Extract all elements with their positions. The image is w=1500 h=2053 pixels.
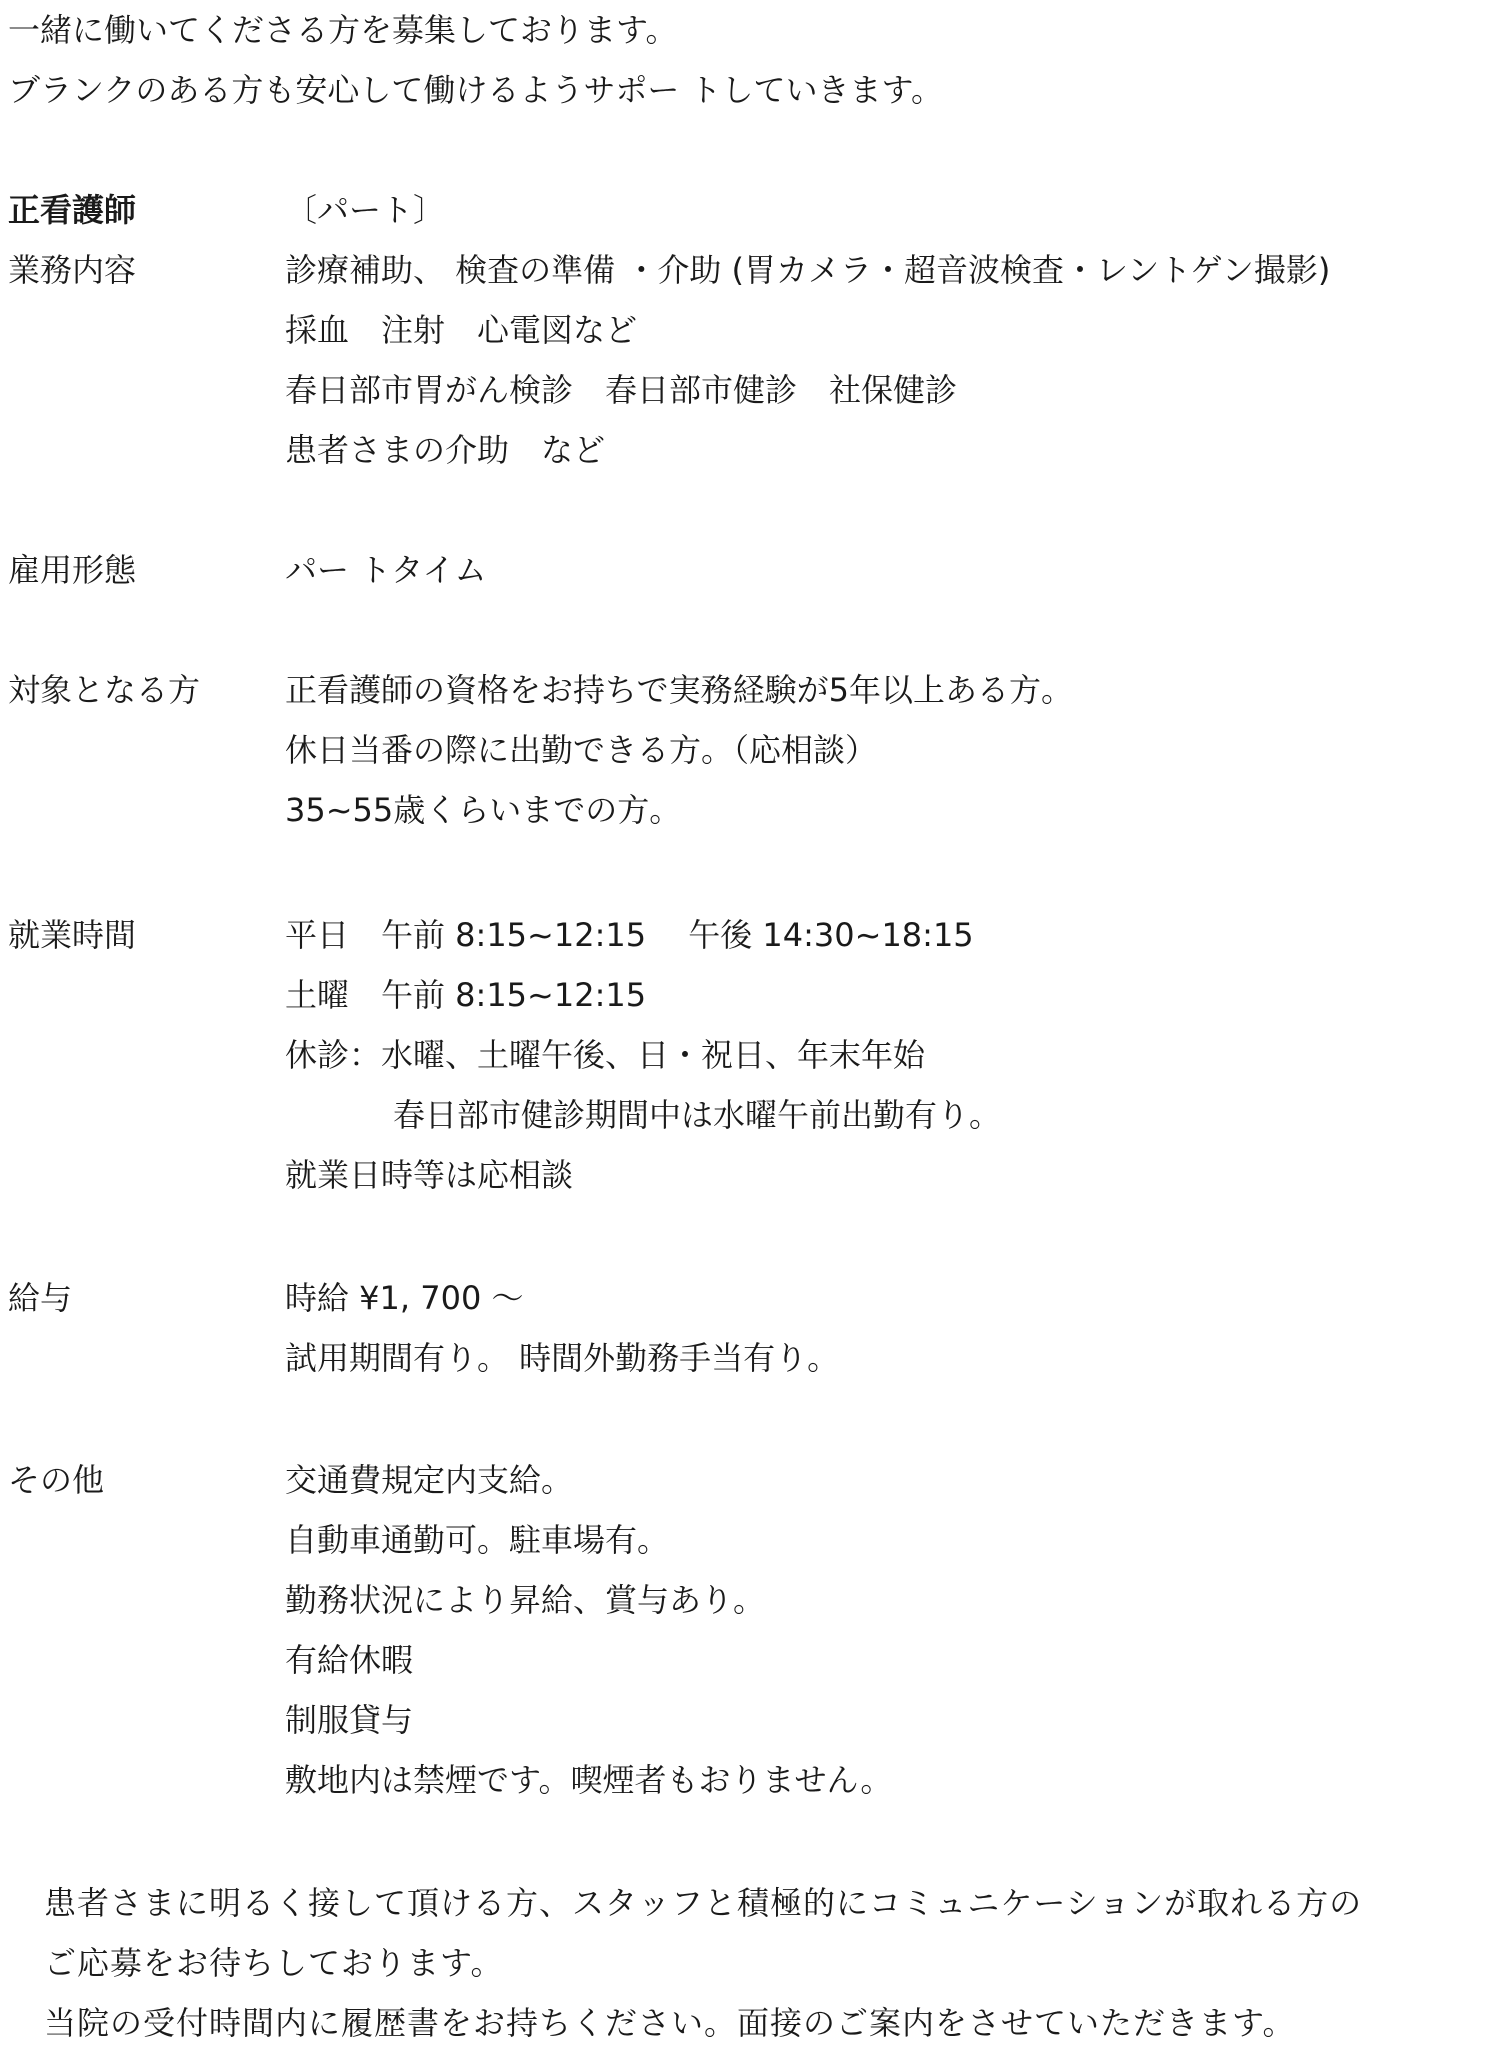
duties-line: 春日部市胃がん検診 春日部市健診 社保健診	[285, 371, 958, 409]
duties-line: 患者さまの介助 など	[285, 431, 606, 469]
hours-section	[8, 905, 1498, 1205]
other-line: 制服貸与	[285, 1701, 414, 1739]
duties-line: 採血 注射 心電図など	[285, 311, 638, 349]
target-line: 休日当番の際に出勤できる方。（応相談）	[285, 731, 878, 769]
salary-line: 時給 ¥1, 700 ～	[285, 1279, 524, 1317]
hours-line: 平日 午前 8:15~12:15 午後 14:30~18:15	[285, 916, 974, 954]
position-row	[8, 180, 1498, 240]
target-label: 対象となる方	[8, 671, 201, 709]
hours-label: 就業時間	[8, 916, 137, 954]
duties-row	[8, 240, 1498, 480]
duties-line: 診療補助、 検査の準備 ・介助 (胃カメラ・超音波検査・レントゲン撮影)	[285, 251, 1331, 289]
target-section	[8, 660, 1498, 840]
job-details	[8, 180, 1498, 480]
other-section	[8, 1450, 1498, 1810]
closing-line: ご応募をお待ちしております。	[44, 1944, 504, 1982]
intro-text	[8, 0, 943, 120]
other-line: 交通費規定内支給。	[285, 1461, 574, 1499]
other-line: 自動車通勤可。駐車場有。	[285, 1521, 670, 1559]
hours-last-line: 就業日時等は応相談	[285, 1156, 574, 1194]
closing-line: 当院の受付時間内に履歴書をお持ちください。面接のご案内をさせていただきます。	[44, 2004, 1296, 2042]
intro-line: 一緒に働いてくださる方を募集しております。	[8, 11, 678, 49]
closing-line: 患者さまに明るく接して頂ける方、スタッフと積極的にコミュニケーションが取れる方の	[44, 1884, 1363, 1922]
other-line: 敷地内は禁煙です。喫煙者もおりません。	[285, 1761, 893, 1799]
closing-message	[44, 1873, 1498, 2053]
hours-line: 土曜 午前 8:15~12:15	[285, 976, 647, 1014]
hours-indented-line: 春日部市健診期間中は水曜午前出勤有り。	[393, 1096, 1002, 1134]
position-value: 〔パート〕	[285, 191, 446, 229]
target-line: 35~55歳くらいまでの方。	[285, 791, 682, 829]
salary-line: 試用期間有り。 時間外勤務手当有り。	[285, 1339, 840, 1377]
salary-section	[8, 1268, 1498, 1388]
other-label: その他	[8, 1461, 105, 1499]
salary-label: 給与	[8, 1279, 73, 1317]
employment-section	[8, 540, 1498, 600]
employment-value: パー トタイム	[285, 551, 487, 589]
hours-line: 休診：水曜、土曜午後、日・祝日、年末年始	[285, 1036, 926, 1074]
intro-line: ブランクのある方も安心して働けるようサポー トしていきます。	[8, 71, 943, 109]
other-line: 有給休暇	[285, 1641, 414, 1679]
duties-label: 業務内容	[8, 251, 137, 289]
employment-label: 雇用形態	[8, 551, 137, 589]
target-line: 正看護師の資格をお持ちで実務経験が5年以上ある方。	[285, 671, 1074, 709]
other-line: 勤務状況により昇給、賞与あり。	[285, 1581, 766, 1619]
position-label: 正看護師	[8, 191, 137, 229]
